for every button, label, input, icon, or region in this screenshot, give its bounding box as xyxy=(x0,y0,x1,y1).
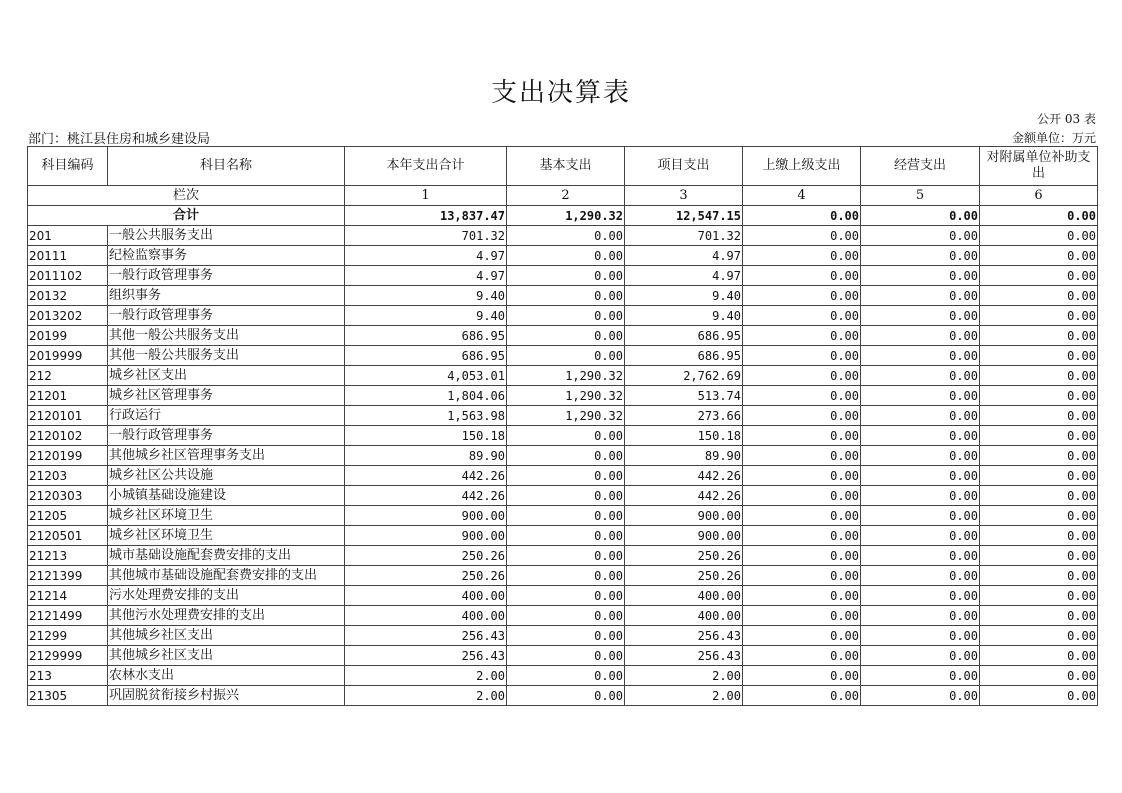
cell-code: 2120102 xyxy=(28,426,108,446)
cell-subsidy: 0.00 xyxy=(980,566,1098,586)
cell-business: 0.00 xyxy=(861,406,980,426)
cell-upper: 0.00 xyxy=(743,486,861,506)
cell-subsidy: 0.00 xyxy=(980,446,1098,466)
cell-project: 9.40 xyxy=(625,286,743,306)
index-2: 2 xyxy=(507,186,625,206)
form-number: 公开 03 表 xyxy=(1037,112,1096,126)
header-name: 科目名称 xyxy=(108,147,345,186)
cell-name: 组织事务 xyxy=(108,286,345,306)
table-row xyxy=(28,646,1098,666)
cell-business: 0.00 xyxy=(861,446,980,466)
cell-project: 256.43 xyxy=(625,646,743,666)
cell-upper: 0.00 xyxy=(743,686,861,706)
table-row xyxy=(28,666,1098,686)
cell-basic: 0.00 xyxy=(507,266,625,286)
table-row xyxy=(28,326,1098,346)
cell-subsidy: 0.00 xyxy=(980,586,1098,606)
cell-subsidy: 0.00 xyxy=(980,406,1098,426)
cell-basic: 0.00 xyxy=(507,586,625,606)
cell-total: 686.95 xyxy=(345,326,507,346)
cell-business: 0.00 xyxy=(861,626,980,646)
cell-code: 2019999 xyxy=(28,346,108,366)
cell-code: 21203 xyxy=(28,466,108,486)
cell-total: 900.00 xyxy=(345,526,507,546)
cell-upper: 0.00 xyxy=(743,226,861,246)
cell-code: 2011102 xyxy=(28,266,108,286)
cell-subsidy: 0.00 xyxy=(980,246,1098,266)
cell-project: 2.00 xyxy=(625,686,743,706)
cell-name: 农林水支出 xyxy=(108,666,345,686)
cell-code: 2121499 xyxy=(28,606,108,626)
header-code: 科目编码 xyxy=(28,147,108,186)
cell-total: 4,053.01 xyxy=(345,366,507,386)
total-project: 12,547.15 xyxy=(625,206,743,226)
total-row xyxy=(28,206,1098,226)
total-upper: 0.00 xyxy=(743,206,861,226)
amount-unit-label: 金额单位：万元 xyxy=(1011,131,1096,145)
cell-basic: 0.00 xyxy=(507,606,625,626)
cell-code: 20111 xyxy=(28,246,108,266)
cell-subsidy: 0.00 xyxy=(980,326,1098,346)
cell-total: 1,563.98 xyxy=(345,406,507,426)
cell-total: 2.00 xyxy=(345,666,507,686)
cell-business: 0.00 xyxy=(861,606,980,626)
cell-total: 9.40 xyxy=(345,286,507,306)
cell-business: 0.00 xyxy=(861,266,980,286)
cell-business: 0.00 xyxy=(861,566,980,586)
cell-basic: 0.00 xyxy=(507,446,625,466)
cell-project: 400.00 xyxy=(625,606,743,626)
cell-basic: 0.00 xyxy=(507,486,625,506)
cell-name: 其他城乡社区管理事务支出 xyxy=(108,446,345,466)
table-row xyxy=(28,426,1098,446)
cell-project: 256.43 xyxy=(625,626,743,646)
cell-project: 150.18 xyxy=(625,426,743,446)
cell-subsidy: 0.00 xyxy=(980,646,1098,666)
index-label: 栏次 xyxy=(28,186,345,206)
cell-total: 701.32 xyxy=(345,226,507,246)
cell-basic: 1,290.32 xyxy=(507,406,625,426)
cell-project: 250.26 xyxy=(625,546,743,566)
cell-basic: 0.00 xyxy=(507,466,625,486)
index-4: 4 xyxy=(743,186,861,206)
cell-name: 其他一般公共服务支出 xyxy=(108,346,345,366)
header-total: 本年支出合计 xyxy=(345,147,507,186)
cell-basic: 0.00 xyxy=(507,546,625,566)
cell-basic: 0.00 xyxy=(507,346,625,366)
cell-upper: 0.00 xyxy=(743,546,861,566)
cell-business: 0.00 xyxy=(861,306,980,326)
page-title: 支出决算表 xyxy=(490,78,631,108)
cell-subsidy: 0.00 xyxy=(980,506,1098,526)
cell-upper: 0.00 xyxy=(743,586,861,606)
cell-basic: 0.00 xyxy=(507,526,625,546)
cell-upper: 0.00 xyxy=(743,526,861,546)
cell-name: 其他城市基础设施配套费安排的支出 xyxy=(108,566,345,586)
cell-name: 其他一般公共服务支出 xyxy=(108,326,345,346)
cell-business: 0.00 xyxy=(861,506,980,526)
cell-total: 400.00 xyxy=(345,606,507,626)
cell-name: 一般行政管理事务 xyxy=(108,306,345,326)
cell-total: 900.00 xyxy=(345,506,507,526)
cell-upper: 0.00 xyxy=(743,446,861,466)
cell-project: 900.00 xyxy=(625,506,743,526)
cell-subsidy: 0.00 xyxy=(980,226,1098,246)
cell-business: 0.00 xyxy=(861,666,980,686)
cell-total: 256.43 xyxy=(345,626,507,646)
cell-upper: 0.00 xyxy=(743,626,861,646)
cell-upper: 0.00 xyxy=(743,246,861,266)
table-row xyxy=(28,626,1098,646)
table-row xyxy=(28,586,1098,606)
header-business: 经营支出 xyxy=(861,147,980,186)
cell-upper: 0.00 xyxy=(743,266,861,286)
column-index-row xyxy=(28,186,1098,206)
cell-upper: 0.00 xyxy=(743,406,861,426)
cell-upper: 0.00 xyxy=(743,506,861,526)
total-label: 合计 xyxy=(28,206,345,226)
cell-basic: 0.00 xyxy=(507,626,625,646)
cell-total: 686.95 xyxy=(345,346,507,366)
cell-code: 2013202 xyxy=(28,306,108,326)
cell-code: 213 xyxy=(28,666,108,686)
cell-name: 其他污水处理费安排的支出 xyxy=(108,606,345,626)
cell-total: 1,804.06 xyxy=(345,386,507,406)
cell-basic: 0.00 xyxy=(507,566,625,586)
cell-name: 一般行政管理事务 xyxy=(108,266,345,286)
cell-total: 4.97 xyxy=(345,266,507,286)
cell-upper: 0.00 xyxy=(743,286,861,306)
cell-code: 20199 xyxy=(28,326,108,346)
cell-business: 0.00 xyxy=(861,486,980,506)
cell-project: 701.32 xyxy=(625,226,743,246)
cell-basic: 0.00 xyxy=(507,326,625,346)
cell-business: 0.00 xyxy=(861,226,980,246)
cell-name: 行政运行 xyxy=(108,406,345,426)
cell-total: 250.26 xyxy=(345,566,507,586)
cell-name: 其他城乡社区支出 xyxy=(108,626,345,646)
cell-basic: 0.00 xyxy=(507,246,625,266)
cell-name: 城乡社区管理事务 xyxy=(108,386,345,406)
cell-business: 0.00 xyxy=(861,346,980,366)
cell-basic: 0.00 xyxy=(507,686,625,706)
cell-project: 250.26 xyxy=(625,566,743,586)
cell-project: 513.74 xyxy=(625,386,743,406)
cell-subsidy: 0.00 xyxy=(980,426,1098,446)
cell-total: 89.90 xyxy=(345,446,507,466)
cell-total: 442.26 xyxy=(345,486,507,506)
cell-upper: 0.00 xyxy=(743,306,861,326)
cell-project: 273.66 xyxy=(625,406,743,426)
table-row xyxy=(28,526,1098,546)
cell-name: 城乡社区支出 xyxy=(108,366,345,386)
cell-basic: 0.00 xyxy=(507,666,625,686)
cell-code: 21205 xyxy=(28,506,108,526)
cell-project: 89.90 xyxy=(625,446,743,466)
cell-code: 21214 xyxy=(28,586,108,606)
table-row xyxy=(28,306,1098,326)
cell-upper: 0.00 xyxy=(743,386,861,406)
cell-upper: 0.00 xyxy=(743,326,861,346)
table-row xyxy=(28,406,1098,426)
cell-code: 2120101 xyxy=(28,406,108,426)
table-row xyxy=(28,366,1098,386)
cell-code: 21305 xyxy=(28,686,108,706)
table-row xyxy=(28,566,1098,586)
cell-business: 0.00 xyxy=(861,286,980,306)
table-row xyxy=(28,546,1098,566)
total-basic: 1,290.32 xyxy=(507,206,625,226)
department-label: 部门：桃江县住房和城乡建设局 xyxy=(28,132,211,147)
cell-total: 2.00 xyxy=(345,686,507,706)
cell-business: 0.00 xyxy=(861,326,980,346)
cell-subsidy: 0.00 xyxy=(980,526,1098,546)
cell-subsidy: 0.00 xyxy=(980,366,1098,386)
table-row xyxy=(28,226,1098,246)
cell-project: 4.97 xyxy=(625,266,743,286)
cell-upper: 0.00 xyxy=(743,366,861,386)
cell-total: 250.26 xyxy=(345,546,507,566)
cell-code: 2120199 xyxy=(28,446,108,466)
cell-subsidy: 0.00 xyxy=(980,286,1098,306)
cell-basic: 0.00 xyxy=(507,426,625,446)
cell-business: 0.00 xyxy=(861,646,980,666)
cell-project: 442.26 xyxy=(625,466,743,486)
cell-code: 21213 xyxy=(28,546,108,566)
cell-code: 2121399 xyxy=(28,566,108,586)
table-row xyxy=(28,286,1098,306)
table-row xyxy=(28,446,1098,466)
table-row xyxy=(28,386,1098,406)
total-subsidy: 0.00 xyxy=(980,206,1098,226)
cell-subsidy: 0.00 xyxy=(980,666,1098,686)
cell-total: 9.40 xyxy=(345,306,507,326)
cell-basic: 0.00 xyxy=(507,646,625,666)
cell-subsidy: 0.00 xyxy=(980,486,1098,506)
table-row xyxy=(28,246,1098,266)
cell-name: 小城镇基础设施建设 xyxy=(108,486,345,506)
cell-code: 201 xyxy=(28,226,108,246)
index-1: 1 xyxy=(345,186,507,206)
table-row xyxy=(28,506,1098,526)
header-project: 项目支出 xyxy=(625,147,743,186)
cell-project: 686.95 xyxy=(625,326,743,346)
cell-subsidy: 0.00 xyxy=(980,626,1098,646)
cell-code: 2120501 xyxy=(28,526,108,546)
cell-business: 0.00 xyxy=(861,466,980,486)
cell-total: 400.00 xyxy=(345,586,507,606)
cell-business: 0.00 xyxy=(861,586,980,606)
cell-name: 一般行政管理事务 xyxy=(108,426,345,446)
cell-name: 巩固脱贫衔接乡村振兴 xyxy=(108,686,345,706)
cell-project: 442.26 xyxy=(625,486,743,506)
total-business: 0.00 xyxy=(861,206,980,226)
cell-business: 0.00 xyxy=(861,546,980,566)
index-5: 5 xyxy=(861,186,980,206)
table-row xyxy=(28,606,1098,626)
cell-upper: 0.00 xyxy=(743,426,861,446)
cell-upper: 0.00 xyxy=(743,646,861,666)
cell-subsidy: 0.00 xyxy=(980,306,1098,326)
cell-upper: 0.00 xyxy=(743,346,861,366)
header-basic: 基本支出 xyxy=(507,147,625,186)
cell-name: 纪检监察事务 xyxy=(108,246,345,266)
cell-code: 212 xyxy=(28,366,108,386)
total-total: 13,837.47 xyxy=(345,206,507,226)
cell-total: 150.18 xyxy=(345,426,507,446)
cell-upper: 0.00 xyxy=(743,666,861,686)
cell-name: 一般公共服务支出 xyxy=(108,226,345,246)
cell-project: 400.00 xyxy=(625,586,743,606)
cell-project: 2.00 xyxy=(625,666,743,686)
cell-upper: 0.00 xyxy=(743,606,861,626)
cell-total: 442.26 xyxy=(345,466,507,486)
cell-project: 2,762.69 xyxy=(625,366,743,386)
cell-project: 686.95 xyxy=(625,346,743,366)
cell-basic: 0.00 xyxy=(507,506,625,526)
header-row xyxy=(28,147,1098,186)
header-subsidy: 对附属单位补助支出 xyxy=(980,147,1098,186)
cell-name: 污水处理费安排的支出 xyxy=(108,586,345,606)
table-row xyxy=(28,466,1098,486)
index-6: 6 xyxy=(980,186,1098,206)
cell-total: 4.97 xyxy=(345,246,507,266)
cell-project: 4.97 xyxy=(625,246,743,266)
cell-project: 9.40 xyxy=(625,306,743,326)
cell-code: 2120303 xyxy=(28,486,108,506)
cell-name: 城乡社区环境卫生 xyxy=(108,506,345,526)
table-row xyxy=(28,266,1098,286)
cell-basic: 0.00 xyxy=(507,286,625,306)
cell-name: 城乡社区环境卫生 xyxy=(108,526,345,546)
cell-project: 900.00 xyxy=(625,526,743,546)
cell-subsidy: 0.00 xyxy=(980,686,1098,706)
table-row xyxy=(28,486,1098,506)
cell-code: 21201 xyxy=(28,386,108,406)
cell-basic: 0.00 xyxy=(507,306,625,326)
cell-subsidy: 0.00 xyxy=(980,386,1098,406)
cell-business: 0.00 xyxy=(861,366,980,386)
cell-business: 0.00 xyxy=(861,426,980,446)
cell-basic: 0.00 xyxy=(507,226,625,246)
expenditure-table xyxy=(27,146,1098,706)
cell-business: 0.00 xyxy=(861,246,980,266)
table-row xyxy=(28,686,1098,706)
cell-name: 城乡社区公共设施 xyxy=(108,466,345,486)
cell-subsidy: 0.00 xyxy=(980,346,1098,366)
cell-code: 2129999 xyxy=(28,646,108,666)
cell-basic: 1,290.32 xyxy=(507,366,625,386)
index-3: 3 xyxy=(625,186,743,206)
cell-total: 256.43 xyxy=(345,646,507,666)
cell-subsidy: 0.00 xyxy=(980,266,1098,286)
cell-basic: 1,290.32 xyxy=(507,386,625,406)
cell-subsidy: 0.00 xyxy=(980,606,1098,626)
cell-business: 0.00 xyxy=(861,386,980,406)
table-row xyxy=(28,346,1098,366)
cell-name: 其他城乡社区支出 xyxy=(108,646,345,666)
cell-business: 0.00 xyxy=(861,526,980,546)
cell-subsidy: 0.00 xyxy=(980,546,1098,566)
cell-code: 21299 xyxy=(28,626,108,646)
header-upper: 上缴上级支出 xyxy=(743,147,861,186)
cell-business: 0.00 xyxy=(861,686,980,706)
cell-upper: 0.00 xyxy=(743,466,861,486)
cell-code: 20132 xyxy=(28,286,108,306)
cell-name: 城市基础设施配套费安排的支出 xyxy=(108,546,345,566)
cell-upper: 0.00 xyxy=(743,566,861,586)
cell-subsidy: 0.00 xyxy=(980,466,1098,486)
